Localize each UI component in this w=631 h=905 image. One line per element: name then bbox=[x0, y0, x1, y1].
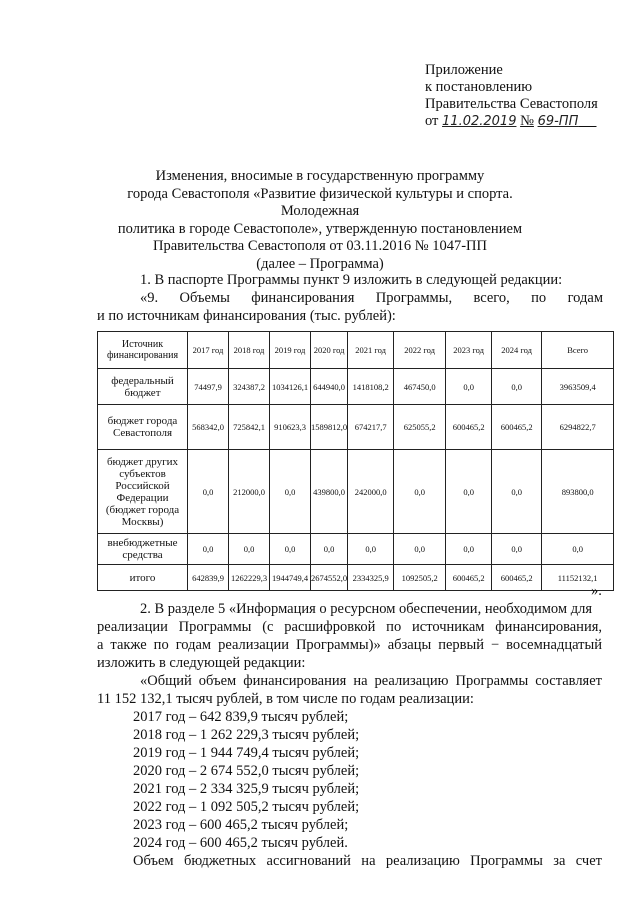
header-2017: 2017 год bbox=[188, 332, 229, 369]
date-prefix: от bbox=[425, 113, 439, 129]
table-cell: 3963509,4 bbox=[542, 369, 614, 405]
table-cell: 600465,2 bbox=[492, 565, 542, 591]
table-row bbox=[98, 450, 614, 534]
table-cell: 11152132,1 bbox=[542, 565, 614, 591]
table-cell: 725842,1 bbox=[229, 405, 270, 450]
title-line-3: политика в городе Севастополе», утвержденную постановлением bbox=[117, 220, 523, 237]
table-cell: 0,0 bbox=[492, 534, 542, 565]
section2-line-2: реализации Программы (с расшифровкой по источникам финансирования, bbox=[97, 619, 602, 635]
row-source: внебюджетные средства bbox=[98, 534, 188, 565]
table-row bbox=[98, 565, 614, 591]
row-source: итого bbox=[98, 565, 188, 591]
header-2019: 2019 год bbox=[270, 332, 311, 369]
table-cell: 0,0 bbox=[188, 450, 229, 534]
table-cell: 0,0 bbox=[492, 450, 542, 534]
table-cell: 324387,2 bbox=[229, 369, 270, 405]
row-source: бюджет других субъектов Российской Федерации (бюджет города Москвы) bbox=[98, 450, 188, 534]
header-2020: 2020 год bbox=[311, 332, 348, 369]
table-closing-quote: ». bbox=[591, 583, 602, 599]
table-cell: 893800,0 bbox=[542, 450, 614, 534]
table-header-row bbox=[98, 332, 614, 369]
header-2021: 2021 год bbox=[348, 332, 394, 369]
header-total: Всего bbox=[542, 332, 614, 369]
table-cell: 0,0 bbox=[394, 450, 446, 534]
appendix-line-1: Приложение bbox=[425, 62, 503, 78]
handwritten-date: 11.02.2019 bbox=[442, 114, 517, 129]
section2-quote-line-2: 11 152 132,1 тысяч рублей, в том числе по годам реализации: bbox=[97, 691, 474, 707]
appendix-date-line bbox=[425, 113, 598, 130]
table-cell: 644940,0 bbox=[311, 369, 348, 405]
table-cell: 600465,2 bbox=[492, 405, 542, 450]
section2-last-line: Объем бюджетных ассигнований на реализацию Программы за счет bbox=[133, 853, 602, 869]
header-source: Источник финансирования bbox=[98, 332, 188, 369]
header-2023: 2023 год bbox=[446, 332, 492, 369]
table-cell: 467450,0 bbox=[394, 369, 446, 405]
table-row bbox=[98, 534, 614, 565]
table-cell: 6294822,7 bbox=[542, 405, 614, 450]
table-cell: 600465,2 bbox=[446, 405, 492, 450]
table-cell: 0,0 bbox=[229, 534, 270, 565]
table-cell: 242000,0 bbox=[348, 450, 394, 534]
list-item: 2018 год – 1 262 229,3 тысяч рублей; bbox=[133, 727, 360, 743]
section2-line-3: а также по годам реализации Программы)» абзацы первый − восемнадцатый bbox=[97, 637, 602, 653]
table-cell: 74497,9 bbox=[188, 369, 229, 405]
table-cell: 568342,0 bbox=[188, 405, 229, 450]
section1-heading: 1. В паспорте Программы пункт 9 изложить в следующей редакции: bbox=[140, 272, 563, 288]
header-2022: 2022 год bbox=[394, 332, 446, 369]
table-cell: 0,0 bbox=[348, 534, 394, 565]
appendix-block bbox=[425, 62, 598, 130]
table-cell: 2674552,0 bbox=[311, 565, 348, 591]
table-cell: 0,0 bbox=[311, 534, 348, 565]
table-cell: 1034126,1 bbox=[270, 369, 311, 405]
table-cell: 1262229,3 bbox=[229, 565, 270, 591]
list-item: 2017 год – 642 839,9 тысяч рублей; bbox=[133, 709, 349, 725]
table-cell: 0,0 bbox=[270, 450, 311, 534]
table-cell: 0,0 bbox=[270, 534, 311, 565]
list-item: 2020 год – 2 674 552,0 тысяч рублей; bbox=[133, 763, 360, 779]
table-cell: 642839,9 bbox=[188, 565, 229, 591]
table-cell: 0,0 bbox=[446, 450, 492, 534]
table-row bbox=[98, 405, 614, 450]
table-cell: 0,0 bbox=[188, 534, 229, 565]
table-cell: 0,0 bbox=[542, 534, 614, 565]
table-row bbox=[98, 369, 614, 405]
table-cell: 674217,7 bbox=[348, 405, 394, 450]
table-cell: 439800,0 bbox=[311, 450, 348, 534]
list-item: 2021 год – 2 334 325,9 тысяч рублей; bbox=[133, 781, 360, 797]
table-cell: 1092505,2 bbox=[394, 565, 446, 591]
table-cell: 910623,3 bbox=[270, 405, 311, 450]
row-source: бюджет города Севастополя bbox=[98, 405, 188, 450]
section2-quote-line-1: «Общий объем финансирования на реализацию Программы составляет bbox=[140, 673, 602, 689]
number-prefix: № bbox=[520, 113, 534, 129]
section1-quote-line-1: «9. Объемы финансирования Программы, всего, по годам bbox=[140, 290, 603, 306]
row-source: федеральный бюджет bbox=[98, 369, 188, 405]
table-cell: 0,0 bbox=[394, 534, 446, 565]
list-item: 2024 год – 600 465,2 тысяч рублей. bbox=[133, 835, 348, 851]
table-cell: 1418108,2 bbox=[348, 369, 394, 405]
financing-table bbox=[97, 331, 614, 591]
table-cell: 212000,0 bbox=[229, 450, 270, 534]
document-title bbox=[90, 168, 550, 273]
table-cell: 1944749,4 bbox=[270, 565, 311, 591]
appendix-line-3: Правительства Севастополя bbox=[425, 96, 598, 112]
list-item: 2019 год – 1 944 749,4 тысяч рублей; bbox=[133, 745, 360, 761]
title-line-5: (далее – Программа) bbox=[256, 255, 384, 272]
table-cell: 600465,2 bbox=[446, 565, 492, 591]
list-item: 2022 год – 1 092 505,2 тысяч рублей; bbox=[133, 799, 360, 815]
title-line-1: Изменения, вносимые в государственную программу bbox=[155, 168, 485, 184]
list-item: 2023 год – 600 465,2 тысяч рублей; bbox=[133, 817, 349, 833]
appendix-line-2: к постановлению bbox=[425, 79, 533, 95]
section2-line-4: изложить в следующей редакции: bbox=[97, 655, 306, 671]
header-2024: 2024 год bbox=[492, 332, 542, 369]
table-cell: 0,0 bbox=[446, 369, 492, 405]
section1-quote-line-2: и по источникам финансирования (тыс. рублей): bbox=[97, 308, 396, 324]
handwritten-number: 69-ПП bbox=[537, 114, 579, 129]
section2-line-1: 2. В разделе 5 «Информация о ресурсном обеспечении, необходимом для bbox=[140, 601, 592, 617]
title-line-4: Правительства Севастополя от 03.11.2016 № 1047-ПП bbox=[152, 238, 488, 254]
table-cell: 2334325,9 bbox=[348, 565, 394, 591]
table-cell: 0,0 bbox=[446, 534, 492, 565]
table-cell: 1589812,0 bbox=[311, 405, 348, 450]
header-2018: 2018 год bbox=[229, 332, 270, 369]
table-cell: 625055,2 bbox=[394, 405, 446, 450]
title-line-2: города Севастополя «Развитие физической культуры и спорта. Молодежная bbox=[127, 185, 513, 219]
table-cell: 0,0 bbox=[492, 369, 542, 405]
